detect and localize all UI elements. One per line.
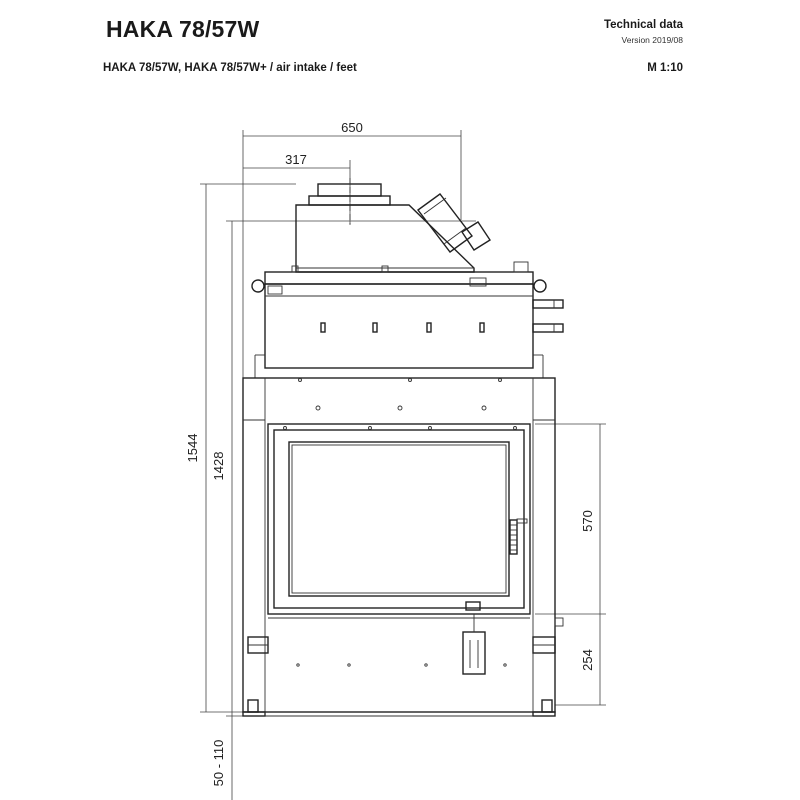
dimension-feet-label: 50 - 110 [211, 739, 226, 787]
drawing-subtitle: HAKA 78/57W, HAKA 78/57W+ / air intake / feet [103, 62, 357, 74]
dimension-feet [211, 712, 248, 800]
top-hood [296, 205, 474, 272]
dimension-570-label: 570 [580, 510, 595, 532]
air-intake [418, 194, 490, 252]
firebox-door [268, 424, 530, 618]
dimension-254-label: 254 [580, 649, 595, 671]
air-damper-lever [463, 602, 485, 674]
dimension-650-label: 650 [341, 120, 363, 135]
dimension-570 [535, 424, 606, 614]
lower-brackets [248, 618, 563, 666]
version-label: Version 2019/08 [621, 35, 683, 45]
scale-label: M 1:10 [647, 62, 683, 74]
dimension-1544 [185, 184, 296, 712]
dimension-1428-label: 1428 [211, 451, 226, 481]
flue-collar [309, 178, 390, 224]
feet [243, 700, 555, 716]
heat-exchanger-box [252, 262, 563, 378]
drawing-title: HAKA 78/57W [106, 16, 260, 42]
dimension-254 [555, 614, 606, 705]
main-body [243, 378, 555, 712]
dimension-1544-label: 1544 [185, 433, 200, 463]
technical-data-label: Technical data [603, 19, 683, 31]
dimension-1428 [211, 221, 476, 712]
dimension-650 [243, 120, 461, 378]
dimension-317-label: 317 [285, 152, 307, 167]
